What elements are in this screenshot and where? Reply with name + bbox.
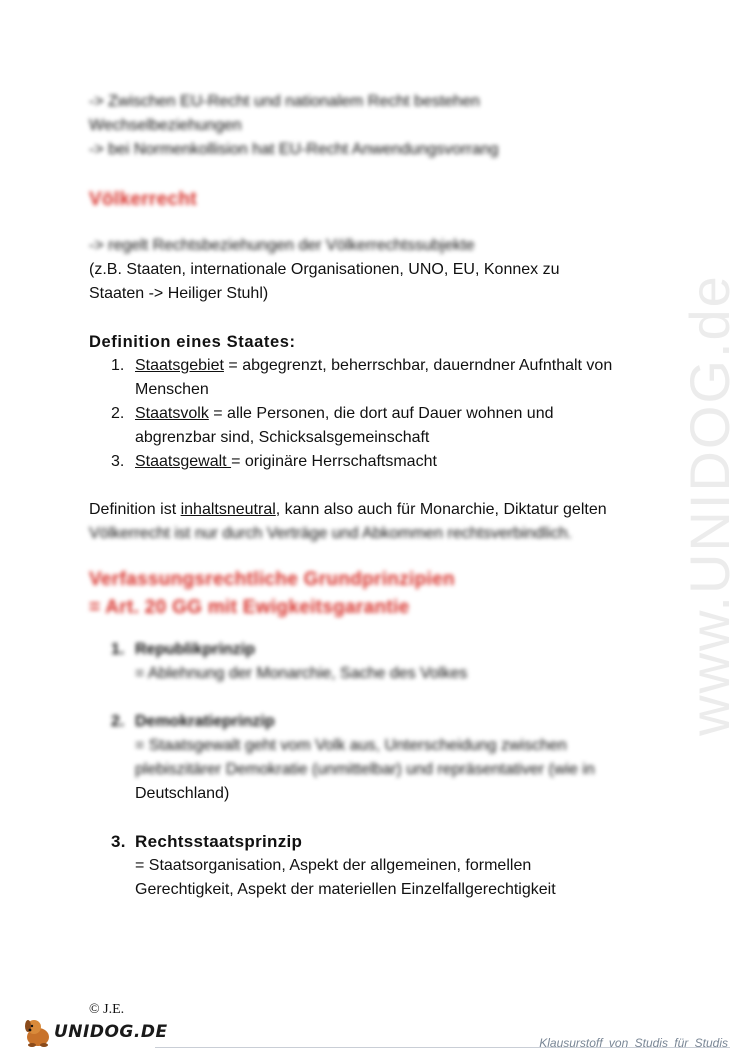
list-number: 2. [111,405,125,422]
list-number: 3. [111,832,126,851]
list-number: 1. [111,641,125,658]
term-staatsgebiet: Staatsgebiet [135,357,224,374]
term-staatsvolk: Staatsvolk [135,405,209,422]
prinzip-desc: = Staatsorganisation, Aspekt der allgemeinen, formellen [135,857,532,874]
list-item [89,354,669,402]
list-number: 1. [111,357,125,374]
voelkerrecht-line-3: Staaten -> Heiliger Stuhl) [89,285,269,302]
prinzip-desc: Deutschland) [135,785,230,802]
copyright: © J.E. [89,1002,125,1017]
list-number: 2. [111,713,125,730]
footer-tagline: Klausurstoff von Studis für Studis [539,1036,728,1050]
definition-note: Definition ist inhaltsneutral, kann also auch für Monarchie, Diktatur gelten [89,501,607,518]
prinzip-title: Demokratieprinzip [135,713,275,730]
text-line: Wechselbeziehungen [89,117,242,134]
prinzip-desc: = Ablehnung der Monarchie, Sache des Volkes [135,665,468,682]
watermark: www.UNIDOG.de [678,274,741,736]
voelkerrecht-line-2: (z.B. Staaten, internationale Organisationen, UNO, EU, Konnex zu [89,261,560,278]
text-line: -> Zwischen EU-Recht und nationalem Recht bestehen [89,93,480,110]
list-item [89,402,669,450]
eu-recht-section [89,90,669,162]
item-text: = originäre Herrschaftsmacht [231,453,437,470]
item-text: = abgegrenzt, beherrschbar, dauerndner Aufnthalt von [223,357,613,374]
voelkerrecht-line-1: -> regelt Rechtsbeziehungen der Völkerrechtssubjekte [89,237,475,254]
prinzip-title: Rechtsstaatsprinzip [135,832,303,851]
item-text: = alle Personen, die dort auf Dauer wohnen und [208,405,554,422]
grundprinzipien-list [89,638,669,902]
document-content [89,90,669,902]
list-number: 3. [111,453,125,470]
definition-note-blurred: Völkerrecht ist nur durch Verträge und Abkommen rechtsverbindlich. [89,525,572,542]
item-continuation: abgrenzbar sind, Schicksalsgemeinschaft [135,429,430,446]
list-item [89,710,669,806]
term-inhaltsneutral: inhaltsneutral [180,501,276,518]
definition-heading: Definition eines Staates: [89,333,296,351]
grundprinzipien-heading: Verfassungsrechtliche Grundprinzipien = Art. 20 GG mit Ewigkeitsgarantie [89,569,455,618]
list-item [89,638,669,686]
definition-list [89,354,669,474]
voelkerrecht-heading: Völkerrecht [89,189,197,210]
prinzip-desc: plebiszitärer Demokratie (unmittelbar) und repräsentativer (wie in [135,761,595,778]
list-item [89,450,669,474]
item-continuation: Menschen [135,381,209,398]
prinzip-title: Republikprinzip [135,641,255,658]
dog-icon [20,1014,56,1050]
unidog-logo [20,1014,168,1050]
text-line: -> bei Normenkollision hat EU-Recht Anwendungsvorrang [89,141,499,158]
list-item [89,830,669,902]
prinzip-desc: Gerechtigkeit, Aspekt der materiellen Einzelfallgerechtigkeit [135,881,556,898]
prinzip-desc: = Staatsgewalt geht vom Volk aus, Unterscheidung zwischen [135,737,567,754]
term-staatsgewalt: Staatsgewalt [135,453,232,470]
logo-text: UNIDOG.DE [54,1022,168,1042]
